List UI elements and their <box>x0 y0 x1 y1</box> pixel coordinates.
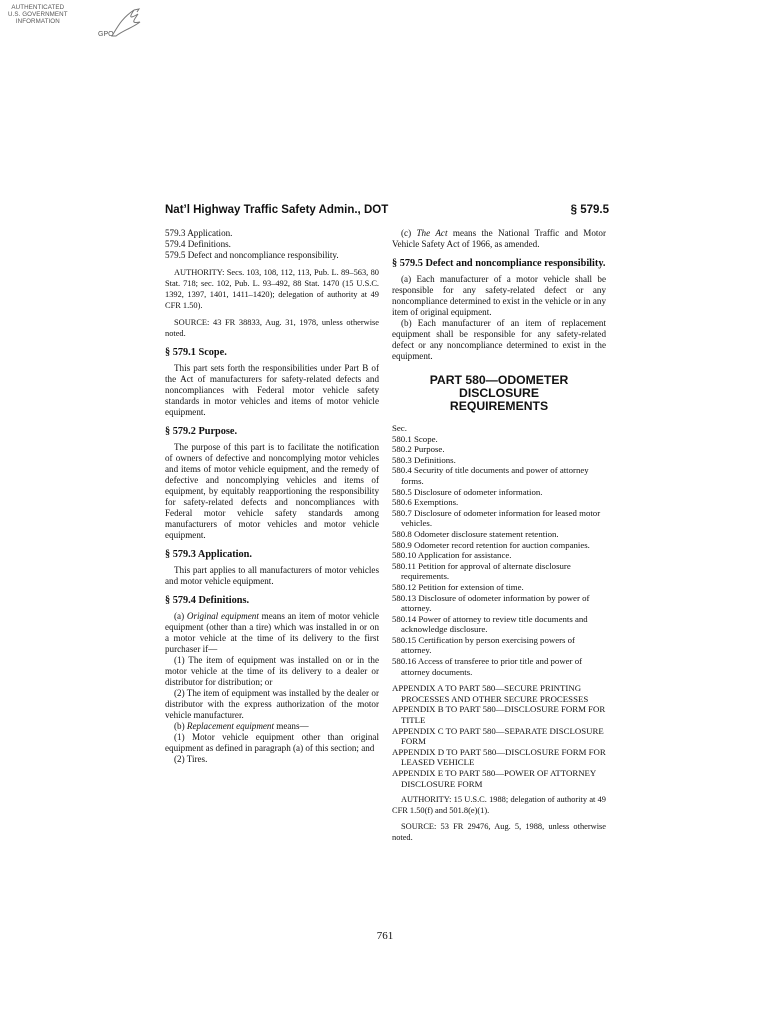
part-heading: PART 580—ODOMETER DISCLOSURE REQUIREMENTS <box>429 373 569 413</box>
stamp-gpo: GPO <box>98 31 114 38</box>
source-note: SOURCE: 53 FR 29476, Aug. 5, 1988, unless otherwise noted. <box>392 822 606 842</box>
appendix-line: APPENDIX B TO PART 580—DISCLOSURE FORM FOR TITLE <box>392 704 606 726</box>
running-head <box>165 204 609 216</box>
authority-note: AUTHORITY: Secs. 103, 108, 112, 113, Pub. L. 89–563, 80 Stat. 718; sec. 102, Pub. L. 93–492, 88 Stat. 1470 (15 U.S.C. 1392, 1397, 1401, 1411–1420); delegation of authority at 49 CFR 1.50). <box>165 268 379 310</box>
appendix-line: APPENDIX D TO PART 580—DISCLOSURE FORM FOR LEASED VEHICLE <box>392 746 606 768</box>
stamp-text: AUTHENTICATED U.S. GOVERNMENT INFORMATION <box>8 4 68 25</box>
section-heading-579-1: § 579.1 Scope. <box>165 347 227 358</box>
toc-line: 579.5 Defect and noncompliance responsibility. <box>165 250 339 260</box>
page-number: 761 <box>376 930 394 942</box>
section-text-579-3: This part applies to all manufacturers of motor vehicles and motor vehicle equipment. <box>165 565 379 586</box>
toc-line: 579.4 Definitions. <box>165 239 231 249</box>
toc-line: 580.3 Definitions. <box>392 454 456 465</box>
definition-a-2: (2) The item of equipment was installed by the dealer or distributor with the express authorization of the motor vehicle manufacturer. <box>165 688 379 720</box>
authority-note: AUTHORITY: 15 U.S.C. 1988; delegation of authority at 49 CFR 1.50(f) and 501.8(e)(1). <box>392 795 606 815</box>
section-heading-579-3: § 579.3 Application. <box>165 549 252 560</box>
section-heading-579-4: § 579.4 Definitions. <box>165 595 250 606</box>
defined-term: The Act <box>416 228 448 238</box>
toc-line: 580.12 Petition for extension of time. <box>392 581 524 592</box>
definition-b: (b) Replacement equipment means— <box>174 721 309 731</box>
definition-a-1: (1) The item of equipment was installed on or in the motor vehicle at the time of its delivery to a dealer or distributor for distribution; or <box>165 655 379 687</box>
appendix-line: APPENDIX A TO PART 580—SECURE PRINTING PROCESSES AND OTHER SECURE PROCESSES <box>392 683 589 704</box>
running-head-section: § 579.5 <box>570 204 609 216</box>
definition-b-1: (1) Motor vehicle equipment other than original equipment as defined in paragraph (a) of this section; and <box>165 732 379 753</box>
definition-b-2: (2) Tires. <box>174 754 208 764</box>
toc-line: 580.7 Disclosure of odometer information for leased motor vehicles. <box>392 507 601 529</box>
toc-line: 580.13 Disclosure of odometer information by power of attorney. <box>392 592 590 614</box>
left-column <box>165 228 379 765</box>
appendix-line: APPENDIX C TO PART 580—SEPARATE DISCLOSURE FORM <box>392 725 604 747</box>
toc-line: 580.15 Certification by person exercising powers of attorney. <box>392 634 575 656</box>
toc-line: 579.3 Application. <box>165 228 233 238</box>
toc-line: 580.8 Odometer disclosure statement retention. <box>392 528 559 539</box>
section-text-579-5-a: (a) Each manufacturer of a motor vehicle shall be responsible for any safety-related defect or any noncompliance determined to exist in the vehicle or in any item of original equipment. <box>392 274 606 317</box>
section-text-579-5-b: (b) Each manufacturer of an item of replacement equipment shall be responsible for any safety-related defect or any noncompliance determined to exist in the equipment. <box>392 318 606 361</box>
section-heading-579-2: § 579.2 Purpose. <box>165 426 238 437</box>
part-580-contents <box>392 423 606 844</box>
toc-line: 580.1 Scope. <box>392 433 438 444</box>
eagle-logo-icon <box>108 6 146 40</box>
toc-line: 580.4 Security of title documents and power of attorney forms. <box>392 465 589 486</box>
toc-line: 580.6 Exemptions. <box>392 497 459 508</box>
sec-label: Sec. <box>392 423 407 433</box>
running-head-title: Nat’l Highway Traffic Safety Admin., DOT <box>165 204 389 216</box>
authentication-stamp <box>8 4 148 44</box>
definition-c: (c) The Act means the National Traffic and Motor Vehicle Safety Act of 1966, as amended. <box>392 228 606 249</box>
section-heading-579-5: § 579.5 Defect and noncompliance responsibility. <box>392 258 606 269</box>
toc-line: 580.16 Access of transferee to prior title and power of attorney documents. <box>392 656 583 677</box>
section-text-579-1: This part sets forth the responsibilities under Part B of the Act of manufacturers for safety-related defects and noncompliances with Federal motor vehicle safety standards in motor vehicles and items of motor vehicle equipment. <box>165 363 379 417</box>
source-note: SOURCE: 43 FR 38833, Aug. 31, 1978, unless otherwise noted. <box>165 318 379 338</box>
toc-line: 580.5 Disclosure of odometer information. <box>392 486 543 497</box>
toc-line: 580.11 Petition for approval of alternate disclosure requirements. <box>392 560 571 582</box>
defined-term: Original equipment <box>186 611 259 621</box>
section-text-579-2: The purpose of this part is to facilitate the notification of owners of defective and noncomplying motor vehicles and items of motor vehicle equipment, and the remedy of defective and noncomplying vehicles and items of equipment, by equitably reapportioning the responsibility for safety-related defects and noncompliances with Federal motor vehicle safety standards among manufacturers of motor vehicles and motor vehicle equipment. <box>165 442 379 540</box>
toc-line: 580.14 Power of attorney to review title documents and acknowledge disclosure. <box>392 613 588 635</box>
definition-a: (a) Original equipment means an item of motor vehicle equipment (other than a tire) which was installed in or on a motor vehicle at the time of its delivery to the first purchaser if— <box>165 611 380 654</box>
toc-line: 580.9 Odometer record retention for auction companies. <box>392 539 590 550</box>
defined-term: Replacement equipment <box>186 721 275 731</box>
toc-line: 580.2 Purpose. <box>392 444 445 455</box>
appendix-line: APPENDIX E TO PART 580—POWER OF ATTORNEY DISCLOSURE FORM <box>392 768 596 789</box>
toc-line: 580.10 Application for assistance. <box>392 550 512 561</box>
right-column <box>392 228 606 844</box>
